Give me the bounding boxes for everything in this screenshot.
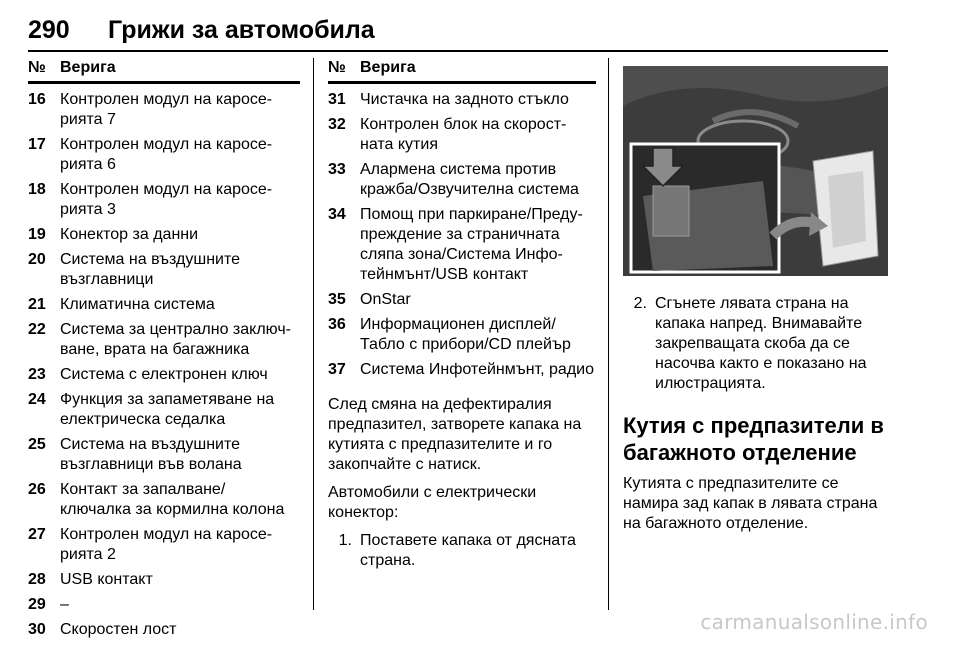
fuse-table-left (28, 58, 300, 645)
fuse-number: 16 (28, 91, 46, 108)
fuse-row (328, 90, 596, 110)
page-number: 290 (28, 16, 70, 44)
paragraph-replace-fuse: След смяна на дефектиралия предпазител, затворете капака на кутията с предпазителите и го закопчайте с натиск. (328, 396, 582, 473)
fuse-circuit: OnStar (360, 291, 411, 308)
paragraph-trunk-fuse-box: Кутията с предпазителите се намира зад капак в лявата страна на багажното отделение. (623, 475, 878, 532)
fuse-circuit: Помощ при паркиране/Преду-преждение за страничната сляпа зона/Система Инфо-тейнмънт/USB контакт (360, 206, 583, 283)
step-text: Поставете капака от дясната страна. (360, 532, 576, 569)
fuse-circuit: Конектор за данни (60, 226, 199, 243)
section-heading: Кутия с предпазители в багажното отделение (623, 413, 884, 465)
fuse-row (28, 180, 300, 220)
fuse-number: 34 (328, 206, 346, 223)
fuse-row (328, 205, 596, 285)
fuse-circuit: Чистачка на задното стъкло (360, 91, 569, 108)
fuse-number: 21 (28, 296, 46, 313)
fuse-row (328, 360, 596, 380)
fuse-circuit: USB контакт (60, 571, 153, 588)
column-divider (313, 58, 314, 610)
step-2 (623, 294, 888, 394)
fuse-circuit: Контакт за запалване/ ключалка за кормилна колона (60, 481, 285, 518)
fuse-circuit: Система Инфотейнмънт, радио (360, 361, 594, 378)
page-title: Грижи за автомобила (108, 16, 375, 44)
fuse-circuit: Информационен дисплей/ Табло с прибори/CD плейър (360, 316, 571, 353)
right-column (623, 66, 888, 542)
fuse-number: 37 (328, 361, 346, 378)
fuse-number: 36 (328, 316, 346, 333)
table-header-label: Верига (60, 59, 116, 76)
fuse-row (328, 315, 596, 355)
step-number: 1. (338, 532, 352, 549)
fuse-number: 26 (28, 481, 46, 498)
fuse-number: 17 (28, 136, 46, 153)
fuse-circuit: Климатична система (60, 296, 215, 313)
fuse-row (28, 620, 300, 640)
fuse-row (28, 250, 300, 290)
fuse-row (28, 435, 300, 475)
step-number: 2. (633, 295, 647, 312)
step-text: Сгънете лявата страна на капака напред. Внимавайте закрепващата скоба да се насочва както е показано на илюстрацията. (655, 295, 867, 392)
fuse-row (28, 295, 300, 315)
fuse-row (28, 595, 300, 615)
fuse-row (28, 225, 300, 245)
illustration-svg (623, 66, 888, 276)
fuse-circuit: Функция за запаметяване на електрическа седалка (60, 391, 275, 428)
fuse-number: 25 (28, 436, 46, 453)
step-1 (328, 531, 596, 571)
table-header-no: № (28, 59, 46, 76)
fuse-circuit: Система с електронен ключ (60, 366, 268, 383)
fuse-row (28, 390, 300, 430)
fuse-number: 30 (28, 621, 46, 638)
fuse-circuit: Контролен модул на каросе-рията 3 (60, 181, 273, 218)
fuse-table-right (328, 58, 596, 579)
fuse-row (28, 90, 300, 130)
fuse-number: 20 (28, 251, 46, 268)
fuse-circuit: Система на въздушните възглавници във волана (60, 436, 242, 473)
fuse-row (328, 160, 596, 200)
fuse-number: 22 (28, 321, 46, 338)
fuse-number: 18 (28, 181, 46, 198)
fuse-number: 35 (328, 291, 346, 308)
fuse-row (28, 480, 300, 520)
fuse-number: 28 (28, 571, 46, 588)
table-header (328, 58, 596, 84)
fuse-circuit: Алармена система против кражба/Озвучителна система (360, 161, 579, 198)
fuse-circuit: Скоростен лост (60, 621, 177, 638)
page-header (28, 14, 888, 52)
fuse-number: 24 (28, 391, 46, 408)
fuse-row (328, 290, 596, 310)
fuse-circuit: Контролен модул на каросе-рията 2 (60, 526, 273, 563)
column-divider (608, 58, 609, 610)
fuse-circuit: Контролен модул на каросе-рията 6 (60, 136, 273, 173)
fuse-row (28, 135, 300, 175)
watermark: carmanualsonline.info (700, 610, 928, 634)
fuse-number: 29 (28, 596, 46, 613)
fuse-number: 19 (28, 226, 46, 243)
paragraph-electric-connector: Автомобили с електрически конектор: (328, 484, 537, 521)
fuse-number: 27 (28, 526, 46, 543)
fuse-row (28, 320, 300, 360)
fuse-row (28, 570, 300, 590)
fuse-circuit: Система на въздушните възглавници (60, 251, 241, 288)
header-rule (28, 50, 888, 52)
table-header-no: № (328, 59, 346, 76)
fuse-circuit: – (60, 596, 69, 613)
table-header-label: Верига (360, 59, 416, 76)
table-header (28, 58, 300, 84)
fuse-number: 23 (28, 366, 46, 383)
fuse-number: 33 (328, 161, 346, 178)
fuse-number: 32 (328, 116, 346, 133)
fuse-circuit: Система за централно заключ-ване, врата на багажника (60, 321, 291, 358)
fuse-row (28, 525, 300, 565)
fuse-row (328, 115, 596, 155)
fuse-number: 31 (328, 91, 346, 108)
fuse-box-cover-illustration (623, 66, 888, 276)
fuse-circuit: Контролен блок на скорост-ната кутия (360, 116, 567, 153)
fuse-circuit: Контролен модул на каросе-рията 7 (60, 91, 273, 128)
fuse-row (28, 365, 300, 385)
